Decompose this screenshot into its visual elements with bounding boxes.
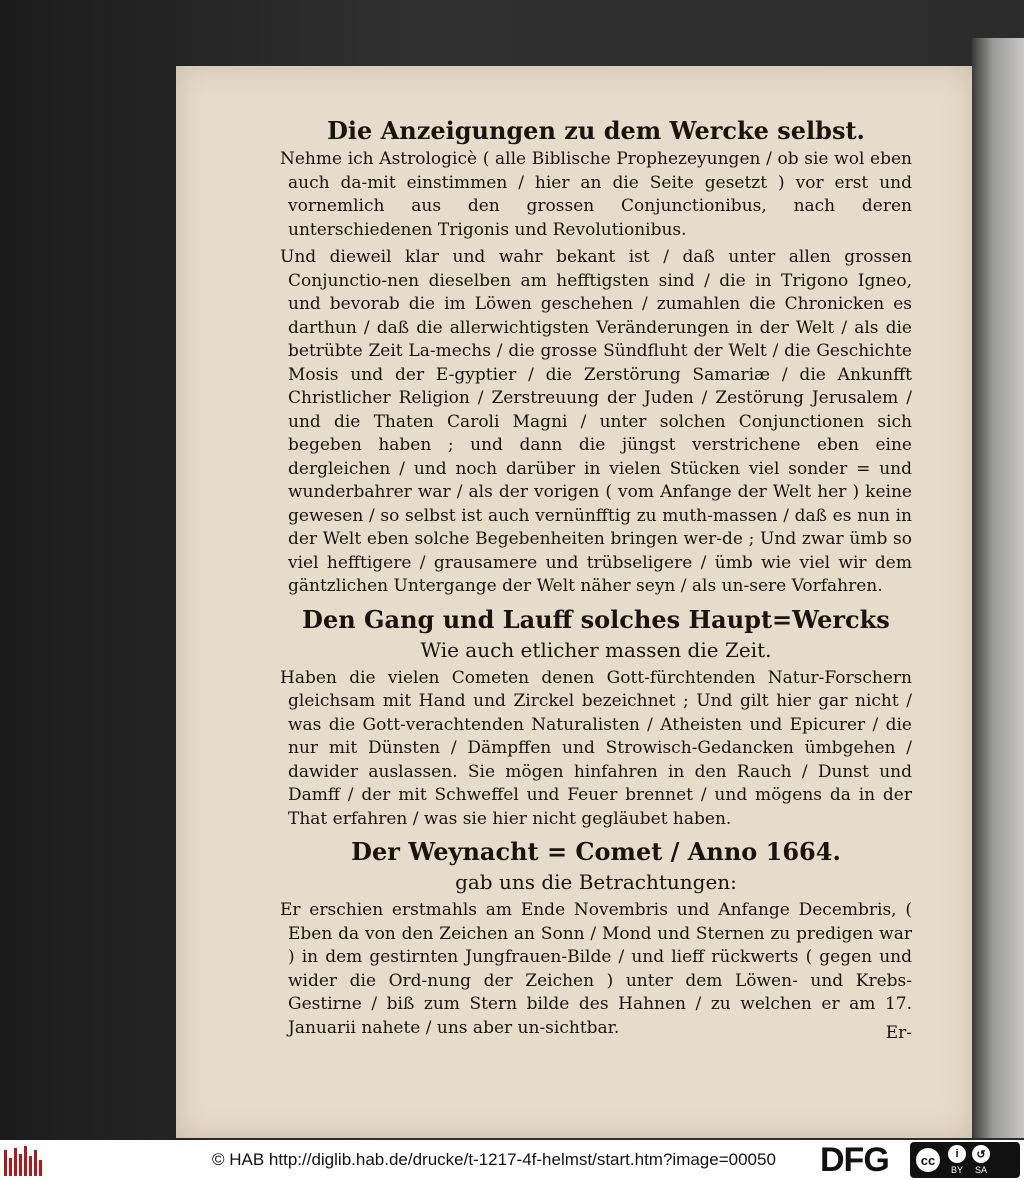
viewer-footer [0,1140,1024,1180]
hab-logo-icon[interactable] [4,1144,44,1176]
paragraph-2: Und dieweil klar und wahr bekant ist / daß unter allen grossen Conjunctio-nen dieselben am hefftigsten sind / die in Trigono Igneo, und bevorab die im Löwen geschehen / zumahlen die Chronicken es darthun / daß die allerwichtigsten Veränderungen in der Welt / als die betrübte Zeit La-mechs / die grosse Sündfluht der Welt / die Geschichte Mosis und der E-gyptier / die Zerstörung Samariæ / die Ankunfft Christlicher Religion / Zerstreuung der Juden / Zestörung Jerusalem / und die Thaten Caroli Magni / unter solchen Conjunctionen sich begeben haben ; und dann die jüngst verstrichene eben eine dergleichen / und noch darüber in vielen Stücken viel sonder = und wunderbahrer war / als der vorigen ( vom Anfange der Welt her ) keine gewesen / so selbst ist auch vernünfftig zu muth-massen / daß es nun in der Welt eben solche Begebenheiten bringen wer-de ; Und zwar ümb so viel hefftigere / grausamere und trübseligere / ümb wie viel wir dem gäntzlichen Untergange der Welt näher seyn / als un-sere Vorfahren. [280,247,912,596]
paragraph-3: Haben die vielen Cometen denen Gott-fürchtenden Natur-Forschern gleichsam mit Hand und Zirckel bezeichnet ; Und gilt hier gar nicht / was die Gott-verachtenden Naturalisten / Atheisten und Epicurer / die nur mit Dünsten / Dämpffen und Strowisch-Gedancken ümbgehen / dawider auslassen. Sie mögen hinfahren in den Rauch / Dunst und Damff / der mit Schweffel und Feuer brennet / und mögens da in der That erfahren / was sie hier nicht gegläubet haben. [280,667,912,829]
by-label: BY [950,1165,963,1175]
section-heading-2: Den Gang und Lauff solches Haupt=Wercks [302,604,890,634]
section-heading-1: Die Anzeigungen zu dem Wercke selbst. [327,116,865,145]
section-subheading-3: gab uns die Betrachtungen: [455,870,737,894]
section-subheading-2: Wie auch etlicher massen die Zeit. [420,637,772,662]
cc-icon: cc [914,1146,942,1174]
person-icon: i [948,1145,966,1163]
catchword: Er- [885,1023,912,1043]
paragraph-4: Er erschien erstmahls am Ende Novembris und Anfange Decembris, ( Eben da von den Zeichen an Sonn / Mond und Sternen zu predigen war ) in dem gestirnten Jungfrauen-Bilde / und lieff rückwerts ( gegen und wider die Ord-nung der Zeichen ) unter dem Löwen- und Krebs-Gestirne / biß zum Stern bilde des Hahnen / zu welchen er am 17. Januarii nahete / uns aber un-sichtbar. [280,900,912,1038]
book-page [176,66,972,1138]
section-heading-3: Der Weynacht = Comet / Anno 1664. [351,837,841,866]
page-text [280,114,912,1044]
dfg-logo[interactable]: DFG [820,1141,889,1179]
cc-license-badge[interactable] [910,1142,1020,1178]
copyright-link[interactable]: © HAB http://diglib.hab.de/drucke/t-1217-4f-helmst/start.htm?image=00050 [212,1150,776,1169]
share-alike-icon: ↺ [972,1145,990,1163]
next-page-edge [972,38,1024,1138]
paragraph-1: Nehme ich Astrologicè ( alle Biblische Prophezeyungen / ob sie wol eben auch da-mit einstimmen / hier an die Seite gesetzt ) vor erst und vornemlich aus den grossen Conjunctionibus, nach deren unterschiedenen Trigonis und Revolutionibus. [280,149,912,240]
sa-label: SA [974,1165,987,1175]
